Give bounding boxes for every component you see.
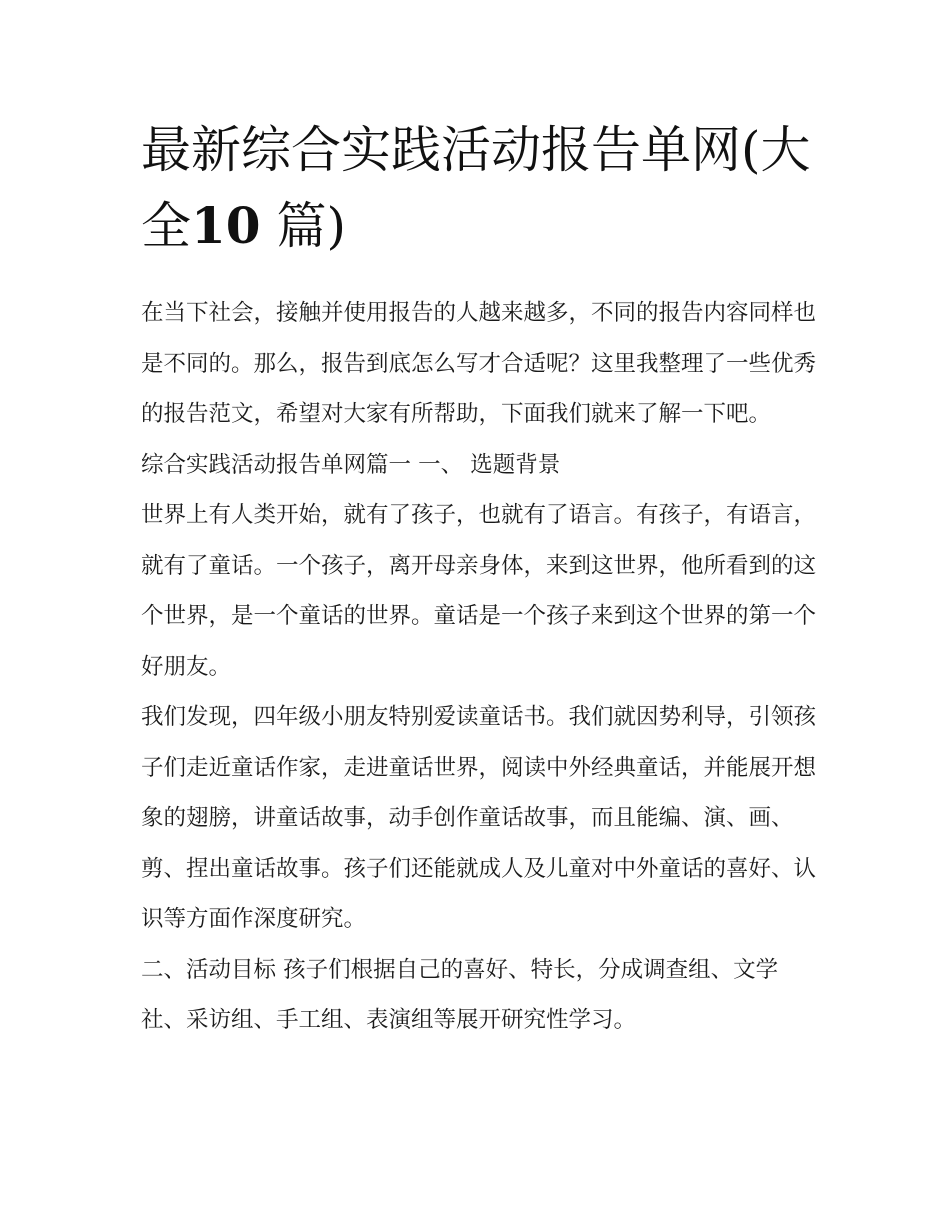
paragraph-discovery: 我们发现，四年级小朋友特别爱读童话书。我们就因势利导，引领孩子们走近童话作家，走进童话世界，阅读中外经典童话，并能展开想象的翅膀，讲童话故事，动手创作童话故事，而且能编、演、画、剪、捏出童话故事。孩子们还能就成人及儿童对中外童话的喜好、认识等方面作深度研究。: [141, 704, 817, 932]
title-suffix: 篇): [276, 197, 347, 255]
title-text: 最新综合实践活动报告单网(大全: [141, 121, 811, 255]
title-number: 10: [191, 196, 261, 255]
document-title: [141, 112, 816, 264]
document-page: [141, 112, 816, 1046]
document-body: [141, 288, 816, 1046]
paragraph-goals: 二、活动目标 孩子们根据自己的喜好、特长，分成调查组、文学社、采访组、手工组、表演组等展开研究性学习。: [141, 956, 779, 1033]
intro-paragraph: 在当下社会，接触并使用报告的人越来越多，不同的报告内容同样也是不同的。那么，报告到底怎么写才合适呢？这里我整理了一些优秀的报告范文，希望对大家有所帮助，下面我们就来了解一下吧。: [141, 300, 817, 427]
paragraph-background: 世界上有人类开始，就有了孩子，也就有了语言。有孩子，有语言，就有了童话。一个孩子，离开母亲身体，来到这世界，他所看到的这个世界，是一个童话的世界。童话是一个孩子来到这个世界的第一个好朋友。: [141, 502, 817, 680]
section-heading-background: 综合实践活动报告单网篇一 一、 选题背景: [141, 451, 561, 478]
